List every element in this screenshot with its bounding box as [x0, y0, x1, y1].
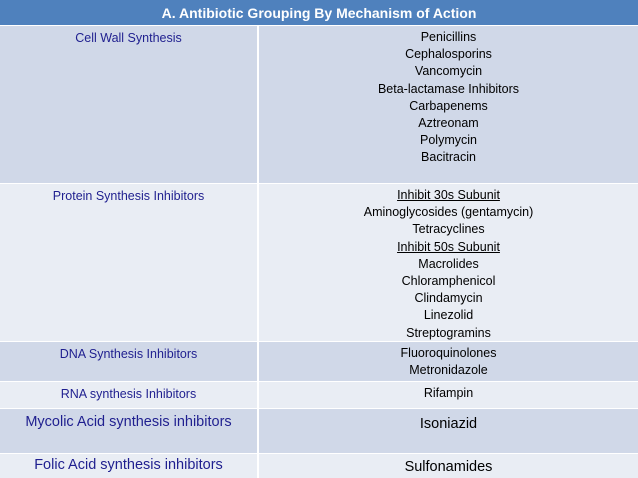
subgroup-heading: Inhibit 50s Subunit [397, 239, 500, 254]
drug-item: Metronidazole [409, 363, 488, 378]
table-row-cell-wall [0, 25, 638, 183]
drug-item: Streptogramins [406, 325, 491, 340]
category-cell: Mycolic Acid synthesis inhibitors [0, 409, 259, 453]
drug-item: Vancomycin [414, 64, 483, 79]
drug-item: Linezolid [423, 308, 474, 323]
drug-item: Cephalosporins [405, 47, 492, 62]
subgroup-heading: Inhibit 30s Subunit [397, 188, 500, 202]
drug-list [259, 184, 638, 341]
table-row-mycolic-acid [0, 408, 638, 453]
category-cell: Cell Wall Synthesis [0, 26, 259, 183]
drug-list [259, 26, 638, 183]
drug-item: Clindamycin [414, 291, 483, 306]
table-row-folic-acid [0, 453, 638, 478]
drug-list [259, 382, 638, 408]
drug-item: Beta-lactamase Inhibitors [377, 81, 520, 96]
category-cell: RNA synthesis Inhibitors [0, 382, 259, 408]
drug-item: Isoniazid [419, 416, 478, 432]
table-row-rna-synthesis [0, 381, 638, 408]
drug-item: Macrolides [418, 256, 479, 271]
category-cell: DNA Synthesis Inhibitors [0, 342, 259, 381]
table-title: A. Antibiotic Grouping By Mechanism of Action [0, 0, 638, 25]
drug-item: Rifampin [423, 386, 474, 400]
drug-item: Sulfonamides [404, 459, 493, 475]
drug-list [259, 409, 638, 453]
drug-item: Fluoroquinolones [400, 346, 497, 360]
drug-item: Aztreonam [418, 116, 479, 131]
drug-item: Polymycin [420, 133, 477, 148]
drug-item: Chloramphenicol [401, 274, 496, 289]
drug-item: Tetracyclines [412, 222, 485, 237]
drug-item: Bacitracin [421, 150, 476, 165]
table-row-protein-synthesis [0, 183, 638, 341]
drug-item: Penicillins [420, 30, 477, 44]
drug-list [259, 342, 638, 381]
drug-list [259, 454, 638, 478]
category-cell: Protein Synthesis Inhibitors [0, 184, 259, 341]
category-cell: Folic Acid synthesis inhibitors [0, 454, 259, 478]
table-row-dna-synthesis [0, 341, 638, 381]
drug-item: Aminoglycosides (gentamycin) [363, 205, 534, 220]
drug-item: Carbapenems [409, 98, 488, 113]
